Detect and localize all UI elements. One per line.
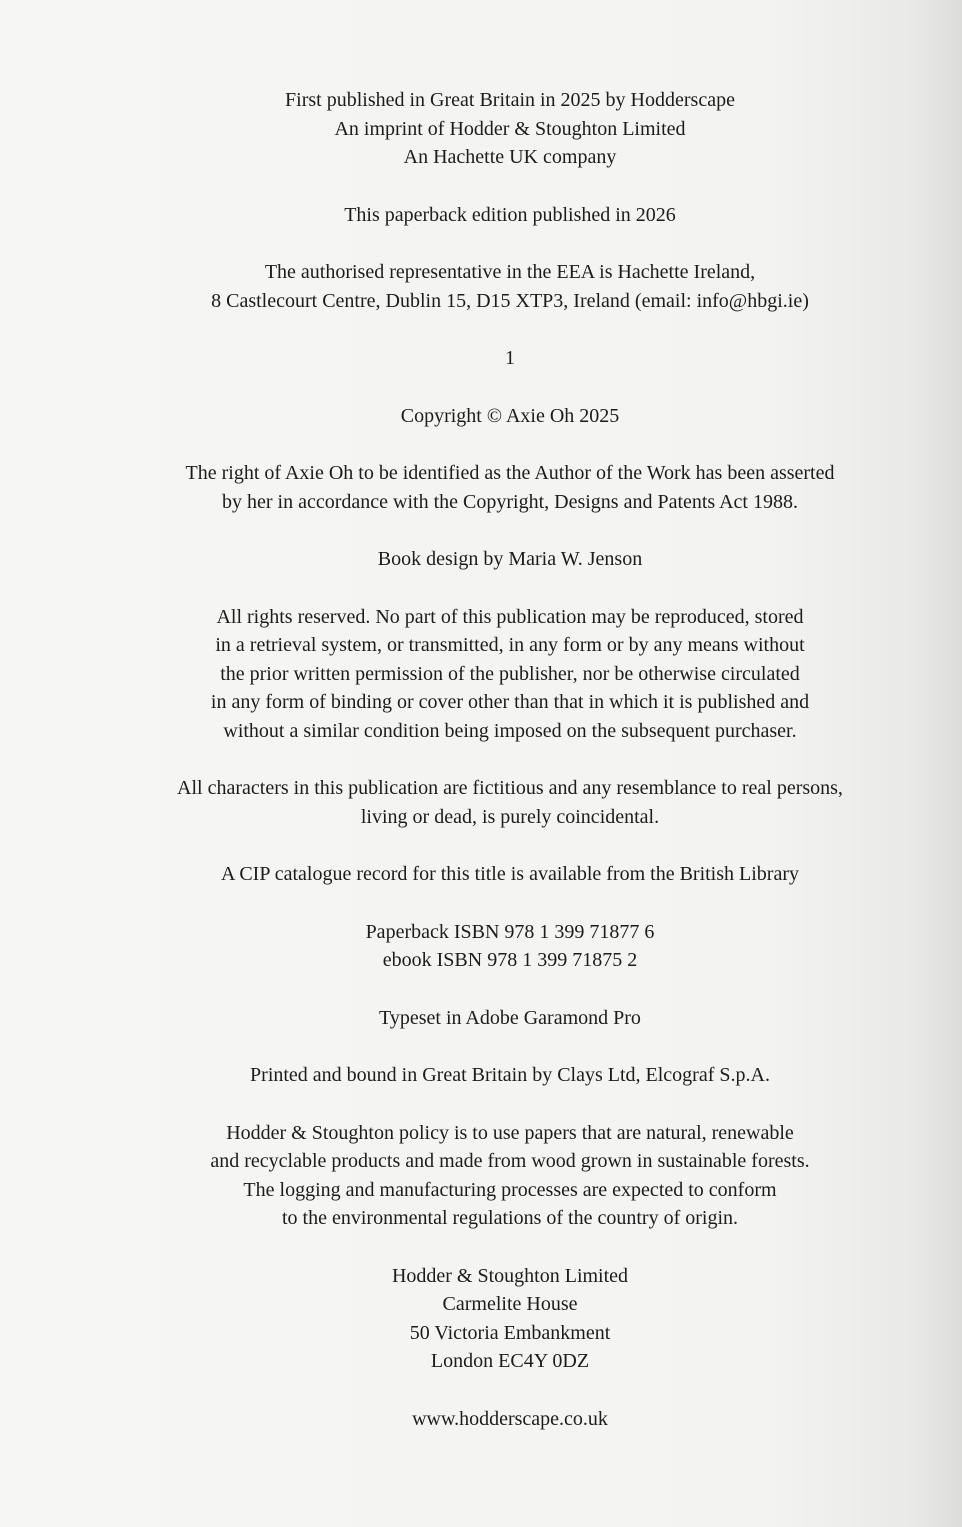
imprint-line-3: An Hachette UK company xyxy=(403,146,617,168)
printer-block xyxy=(130,1061,890,1090)
imprint-block xyxy=(130,86,890,172)
copyright-line: Copyright © Axie Oh 2025 xyxy=(400,404,620,427)
rights-reserved-block xyxy=(130,603,890,746)
address-line-1: Hodder & Stoughton Limited xyxy=(391,1264,629,1287)
address-line-2: Carmelite House xyxy=(442,1293,578,1315)
paperback-isbn: Paperback ISBN 978 1 399 71877 6 xyxy=(365,920,655,943)
policy-line-1: Hodder & Stoughton policy is to use papers that are natural, renewable xyxy=(226,1121,794,1144)
isbn-block xyxy=(130,918,890,975)
website-block xyxy=(130,1405,890,1434)
moral-rights-line-1: The right of Axie Oh to be identified as the Author of the Work has been asserted xyxy=(185,462,835,484)
moral-rights-line-2: by her in accordance with the Copyright, Designs and Patents Act 1988. xyxy=(222,490,798,513)
disclaimer-line-1: All characters in this publication are fictitious and any resemblance to real persons, xyxy=(177,777,843,799)
book-design-block xyxy=(130,545,890,574)
copyright-block xyxy=(130,402,890,431)
cip-line: A CIP catalogue record for this title is available from the British Library xyxy=(221,863,799,885)
website-line: www.hodderscape.co.uk xyxy=(412,1407,608,1430)
eea-line-2: 8 Castlecourt Centre, Dublin 15, D15 XTP3, Ireland (email: info@hbgi.ie) xyxy=(211,289,809,312)
rights-line-2: in a retrieval system, or transmitted, in any form or by any means without xyxy=(215,634,805,656)
ebook-isbn: ebook ISBN 978 1 399 71875 2 xyxy=(382,949,638,971)
copyright-text-column xyxy=(130,86,890,1462)
policy-line-4: to the environmental regulations of the country of origin. xyxy=(282,1207,738,1229)
paper-policy-block xyxy=(130,1119,890,1233)
eea-representative-block xyxy=(130,258,890,315)
rights-line-3: the prior written permission of the publisher, nor be otherwise circulated xyxy=(220,662,800,685)
cip-block xyxy=(130,860,890,889)
printing-number-block xyxy=(130,344,890,373)
rights-line-5: without a similar condition being imposed on the subsequent purchaser. xyxy=(223,719,797,742)
rights-line-1: All rights reserved. No part of this publication may be reproduced, stored xyxy=(216,605,804,628)
eea-line-1: The authorised representative in the EEA is Hachette Ireland, xyxy=(264,261,756,283)
edition-line: This paperback edition published in 2026 xyxy=(344,203,676,226)
book-design-line: Book design by Maria W. Jenson xyxy=(377,548,643,570)
imprint-line-2: An imprint of Hodder & Stoughton Limited xyxy=(334,117,686,140)
moral-rights-block xyxy=(130,459,890,516)
typeset-line: Typeset in Adobe Garamond Pro xyxy=(379,1006,641,1029)
typeset-block xyxy=(130,1004,890,1033)
edition-block xyxy=(130,201,890,230)
fiction-disclaimer-block xyxy=(130,774,890,831)
publisher-address-block xyxy=(130,1262,890,1376)
printing-number: 1 xyxy=(505,347,515,369)
imprint-line-1: First published in Great Britain in 2025 by Hodderscape xyxy=(285,89,735,111)
printer-line: Printed and bound in Great Britain by Clays Ltd, Elcograf S.p.A. xyxy=(250,1064,770,1086)
address-line-3: 50 Victoria Embankment xyxy=(409,1321,611,1344)
policy-line-3: The logging and manufacturing processes are expected to conform xyxy=(243,1178,777,1201)
policy-line-2: and recyclable products and made from wood grown in sustainable forests. xyxy=(210,1150,810,1172)
address-line-4: London EC4Y 0DZ xyxy=(430,1350,590,1372)
rights-line-4: in any form of binding or cover other than that in which it is published and xyxy=(210,691,810,713)
disclaimer-line-2: living or dead, is purely coincidental. xyxy=(360,805,660,828)
